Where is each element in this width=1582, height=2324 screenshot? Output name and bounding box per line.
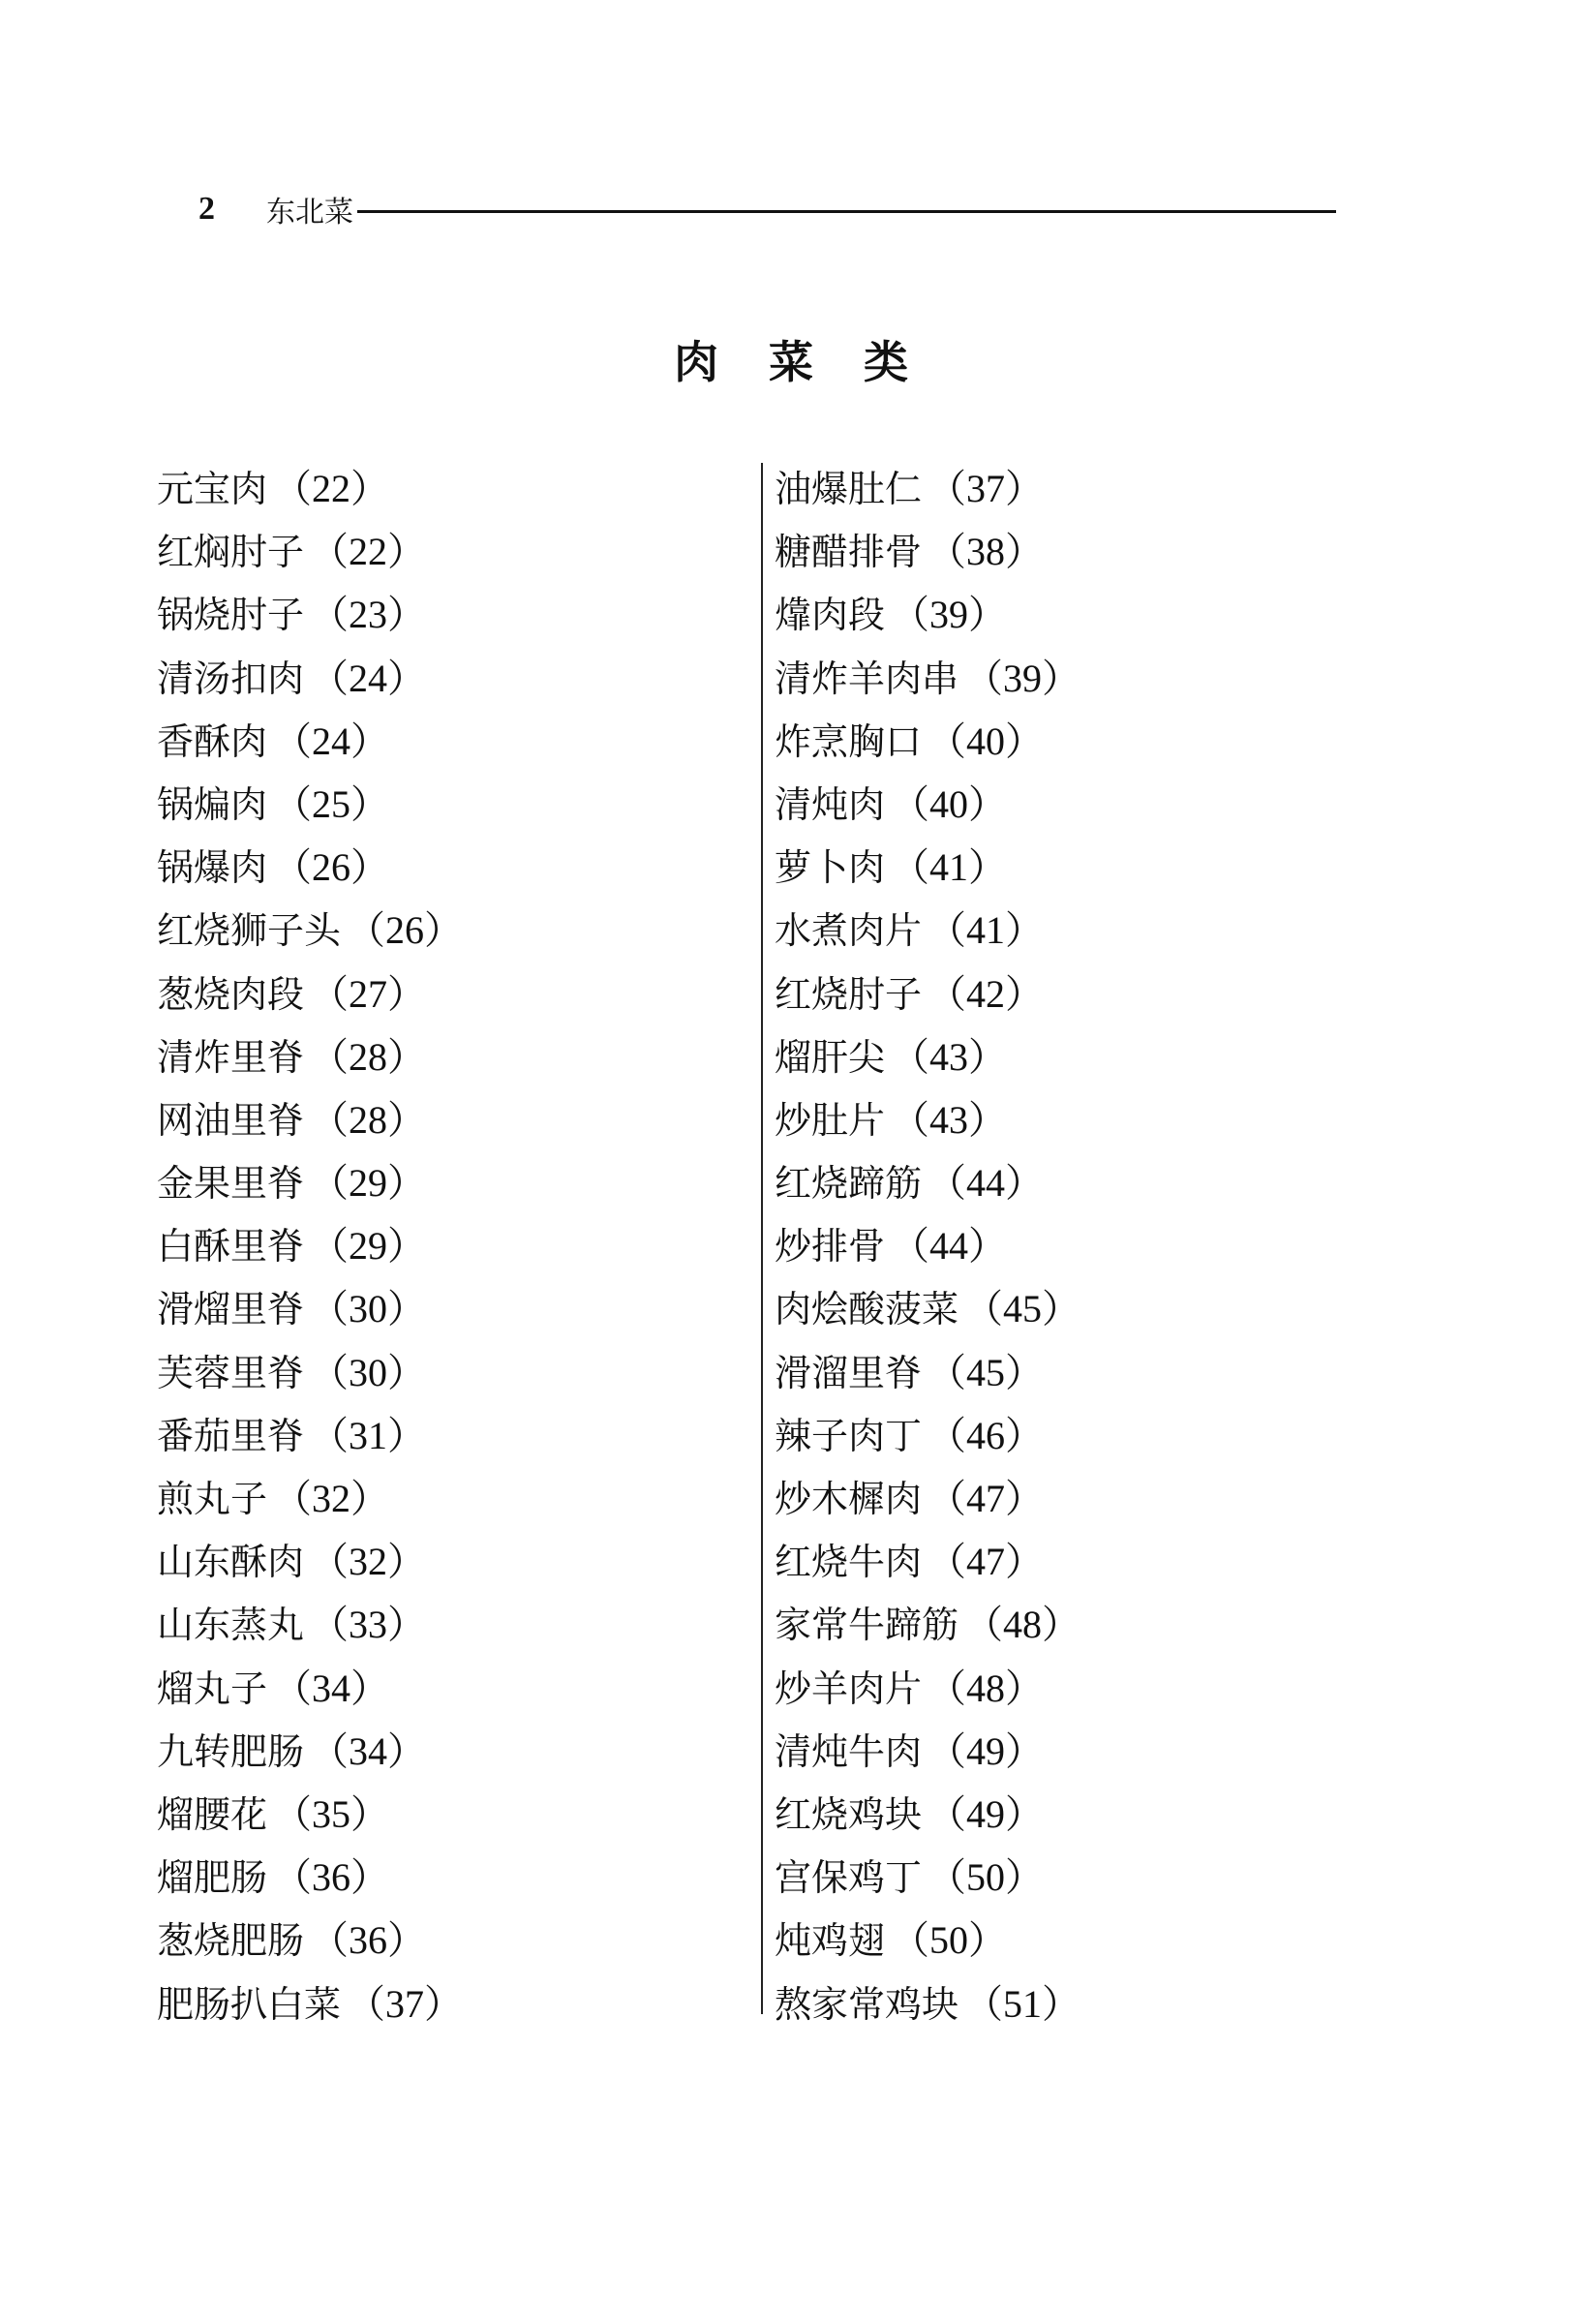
entry-name: 番茄里脊 — [157, 1414, 305, 1457]
entry-name: 肥肠扒白菜 — [157, 1982, 342, 2026]
toc-entry — [157, 836, 463, 899]
toc-entry — [775, 1277, 1080, 1340]
toc-entry — [157, 773, 463, 836]
entry-page-number: （39） — [964, 656, 1081, 700]
toc-entry — [775, 773, 1080, 836]
entry-name: 清炖肉 — [775, 782, 886, 826]
entry-page-number: （28） — [310, 1097, 427, 1142]
entry-name: 红烧肘子 — [775, 972, 923, 1016]
entry-page-number: （36） — [273, 1855, 390, 1900]
entry-name: 熬家常鸡块 — [775, 1982, 959, 2026]
toc-entry — [157, 1846, 463, 1909]
toc-entry — [775, 1909, 1080, 1972]
section-title: 肉菜类 — [674, 336, 958, 388]
entry-page-number: （35） — [273, 1791, 390, 1836]
toc-entry — [157, 1341, 463, 1404]
toc-entry — [775, 1846, 1080, 1909]
entry-name: 红烧鸡块 — [775, 1792, 923, 1836]
toc-entry — [157, 1151, 463, 1214]
toc-entry — [775, 1025, 1080, 1088]
entry-page-number: （25） — [273, 781, 390, 826]
entry-name: 清汤扣肉 — [157, 657, 305, 700]
entry-name: 清炸里脊 — [157, 1035, 305, 1079]
entry-page-number: （46） — [928, 1413, 1045, 1457]
entry-name: 九转肥肠 — [157, 1729, 305, 1773]
entry-name: 葱烧肥肠 — [157, 1919, 305, 1963]
entry-name: 辣子肉丁 — [775, 1414, 923, 1457]
toc-entry — [775, 1151, 1080, 1214]
toc-entry — [157, 1909, 463, 1972]
toc-entry — [157, 1025, 463, 1088]
entry-name: 清炖牛肉 — [775, 1729, 923, 1773]
toc-entry — [775, 457, 1080, 520]
entry-page-number: （51） — [964, 1981, 1081, 2026]
entry-page-number: （32） — [310, 1540, 427, 1584]
entry-page-number: （34） — [310, 1728, 427, 1773]
page-number: 2 — [198, 191, 215, 227]
entry-page-number: （41） — [891, 845, 1008, 890]
entry-name: 芙蓉里脊 — [157, 1351, 305, 1394]
entry-name: 香酥肉 — [157, 719, 268, 763]
entry-name: 红烧牛肉 — [775, 1541, 923, 1584]
entry-page-number: （37） — [347, 1981, 464, 2026]
toc-entry — [157, 1972, 463, 2035]
entry-name: 红焖肘子 — [157, 531, 305, 574]
toc-entry — [157, 1720, 463, 1783]
toc-entry — [775, 1657, 1080, 1720]
toc-entry — [157, 520, 463, 583]
entry-page-number: （36） — [310, 1918, 427, 1963]
toc-entry — [775, 647, 1080, 710]
entry-page-number: （31） — [310, 1413, 427, 1457]
toc-entry — [775, 836, 1080, 899]
entry-page-number: （48） — [928, 1666, 1045, 1710]
entry-page-number: （47） — [928, 1477, 1045, 1520]
entry-name: 滑溜里脊 — [775, 1351, 923, 1394]
entry-name: 山东酥肉 — [157, 1541, 305, 1584]
entry-page-number: （32） — [273, 1477, 390, 1520]
entry-name: 炒羊肉片 — [775, 1667, 923, 1710]
toc-entry — [157, 963, 463, 1025]
toc-entry — [157, 457, 463, 520]
toc-entry — [157, 899, 463, 962]
entry-name: 锅爆肉 — [157, 846, 268, 890]
entry-page-number: （48） — [964, 1603, 1081, 1647]
entry-page-number: （33） — [310, 1603, 427, 1647]
entry-name: 熘肝尖 — [775, 1035, 886, 1079]
toc-entry — [775, 1972, 1080, 2035]
toc-entry — [775, 1720, 1080, 1783]
entry-page-number: （44） — [891, 1224, 1008, 1269]
entry-page-number: （43） — [891, 1097, 1008, 1142]
toc-entry — [775, 1593, 1080, 1656]
entry-page-number: （50） — [928, 1855, 1045, 1900]
toc-entry — [775, 520, 1080, 583]
entry-page-number: （30） — [310, 1287, 427, 1331]
entry-name: 红烧狮子头 — [157, 909, 342, 953]
entry-name: 网油里脊 — [157, 1098, 305, 1142]
entry-page-number: （29） — [310, 1161, 427, 1206]
entry-name: 宫保鸡丁 — [775, 1856, 923, 1900]
entry-page-number: （30） — [310, 1350, 427, 1394]
toc-entry — [775, 1530, 1080, 1593]
entry-page-number: （42） — [928, 971, 1045, 1016]
entry-name: 糖醋排骨 — [775, 531, 923, 574]
entry-page-number: （39） — [891, 593, 1008, 637]
entry-page-number: （38） — [928, 530, 1045, 574]
entry-name: 水煮肉片 — [775, 909, 923, 953]
entry-page-number: （45） — [928, 1350, 1045, 1394]
toc-entry — [775, 1214, 1080, 1277]
column-divider — [761, 463, 763, 2014]
entry-name: 肉烩酸菠菜 — [775, 1288, 959, 1331]
entry-page-number: （26） — [273, 845, 390, 890]
entry-page-number: （34） — [273, 1666, 390, 1710]
entry-page-number: （29） — [310, 1224, 427, 1269]
entry-name: 熘腰花 — [157, 1792, 268, 1836]
entry-page-number: （49） — [928, 1728, 1045, 1773]
toc-entry — [157, 1277, 463, 1340]
entry-page-number: （44） — [928, 1161, 1045, 1206]
entry-page-number: （50） — [891, 1918, 1008, 1963]
left-column — [157, 457, 463, 2035]
entry-name: 锅烧肘子 — [157, 594, 305, 637]
entry-name: 炖鸡翅 — [775, 1919, 886, 1963]
entry-name: 金果里脊 — [157, 1162, 305, 1206]
entry-name: 清炸羊肉串 — [775, 657, 959, 700]
entry-name: 元宝肉 — [157, 468, 268, 510]
toc-entry — [157, 1593, 463, 1656]
entry-page-number: （23） — [310, 593, 427, 637]
entry-name: 红烧蹄筋 — [775, 1162, 923, 1206]
entry-name: 炒肚片 — [775, 1098, 886, 1142]
entry-name: 锅煸肉 — [157, 782, 268, 826]
right-column — [775, 457, 1080, 2035]
toc-entry — [157, 1467, 463, 1530]
toc-entry — [775, 963, 1080, 1025]
entry-name: 家常牛蹄筋 — [775, 1604, 959, 1647]
entry-page-number: （22） — [310, 530, 427, 574]
toc-entry — [775, 1467, 1080, 1530]
entry-name: 葱烧肉段 — [157, 972, 305, 1016]
entry-page-number: （37） — [928, 467, 1045, 510]
entry-page-number: （47） — [928, 1540, 1045, 1584]
toc-entry — [775, 899, 1080, 962]
entry-page-number: （27） — [310, 971, 427, 1016]
entry-page-number: （40） — [928, 719, 1045, 763]
toc-entry — [157, 1530, 463, 1593]
toc-entry — [157, 647, 463, 710]
toc-entry — [775, 583, 1080, 646]
toc-entry — [157, 710, 463, 773]
entry-page-number: （45） — [964, 1287, 1081, 1331]
entry-name: 熘肥肠 — [157, 1856, 268, 1900]
entry-name: 山东蒸丸 — [157, 1604, 305, 1647]
entry-page-number: （24） — [273, 719, 390, 763]
running-title: 东北菜 — [266, 196, 353, 229]
entry-page-number: （24） — [310, 656, 427, 700]
entry-page-number: （49） — [928, 1791, 1045, 1836]
entry-name: 㸆肉段 — [775, 594, 886, 637]
entry-name: 萝卜肉 — [775, 846, 886, 890]
toc-entry — [157, 1214, 463, 1277]
running-header — [198, 190, 1336, 229]
toc-entry — [157, 583, 463, 646]
entry-name: 煎丸子 — [157, 1478, 268, 1520]
entry-name: 炒排骨 — [775, 1225, 886, 1269]
entry-name: 油爆肚仁 — [775, 468, 923, 510]
toc-entry — [775, 1783, 1080, 1846]
toc-entry — [775, 1341, 1080, 1404]
entry-page-number: （22） — [273, 467, 390, 510]
toc-entry — [775, 710, 1080, 773]
toc-entry — [157, 1088, 463, 1151]
toc-entry — [775, 1404, 1080, 1467]
entry-name: 熘丸子 — [157, 1667, 268, 1710]
toc-entry — [775, 1088, 1080, 1151]
toc-entry — [157, 1657, 463, 1720]
toc-entry — [157, 1783, 463, 1846]
entry-page-number: （26） — [347, 908, 464, 953]
entry-name: 炒木樨肉 — [775, 1478, 923, 1520]
entry-name: 白酥里脊 — [157, 1225, 305, 1269]
entry-name: 炸烹胸口 — [775, 719, 923, 763]
entry-page-number: （41） — [928, 908, 1045, 953]
entry-page-number: （28） — [310, 1034, 427, 1079]
header-rule — [357, 210, 1336, 213]
entry-name: 滑熘里脊 — [157, 1288, 305, 1331]
toc-entry — [157, 1404, 463, 1467]
entry-page-number: （40） — [891, 781, 1008, 826]
entry-page-number: （43） — [891, 1034, 1008, 1079]
